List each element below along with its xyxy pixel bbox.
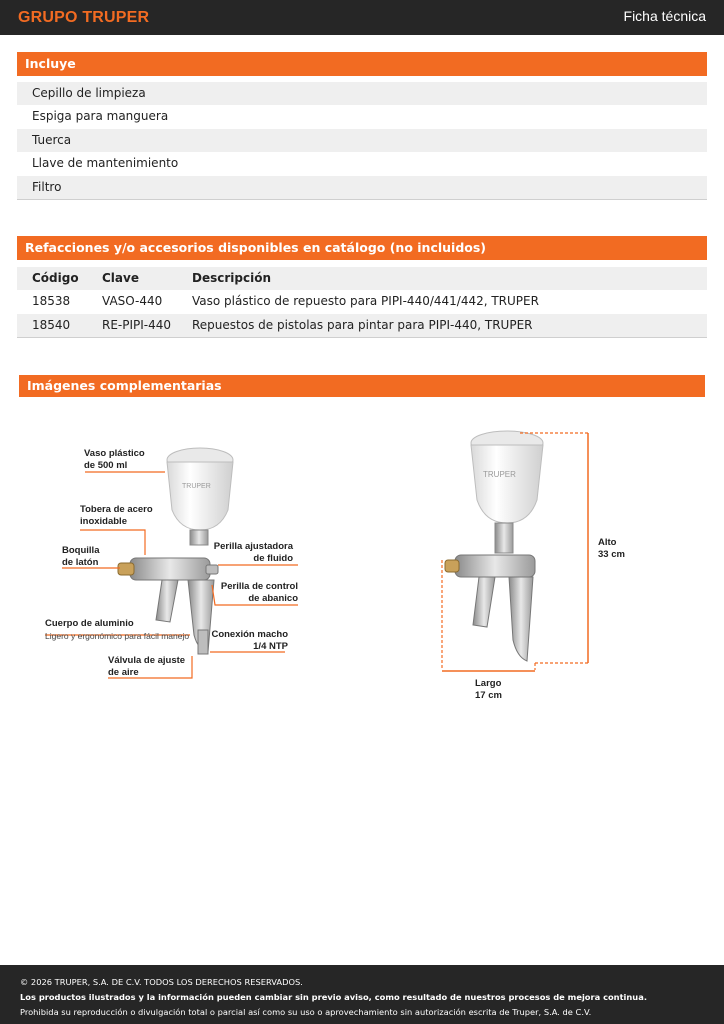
list-item: Tuerca — [17, 129, 707, 152]
list-item: Filtro — [17, 176, 707, 199]
list-item: Cepillo de limpieza — [17, 82, 707, 105]
table-row — [17, 314, 707, 337]
column-header-clave: Clave — [102, 271, 139, 285]
cell-codigo: 18540 — [32, 317, 71, 332]
gun-body — [445, 555, 535, 661]
dimension-value: 17 cm — [475, 690, 502, 701]
cell-descripcion: Repuestos de pistolas para pintar para PIPI-440, TRUPER — [192, 317, 533, 332]
footer-notice: Los productos ilustrados y la información pueden cambiar sin previo aviso, como resultado de nuestros procesos de mejora continua. — [20, 992, 647, 1002]
cup-logo-text: TRUPER — [483, 470, 516, 479]
cell-clave: VASO-440 — [102, 294, 163, 309]
callout-text: Tobera de acero — [80, 504, 153, 515]
callout-text: de abanico — [248, 593, 298, 604]
callout-tobera — [80, 504, 153, 528]
dimension-value: 33 cm — [598, 549, 625, 560]
paint-cup — [167, 448, 233, 545]
table-row — [17, 290, 707, 313]
cell-codigo: 18538 — [32, 294, 71, 309]
footer — [0, 965, 724, 1024]
section-header-refacciones: Refacciones y/o accesorios disponibles en catálogo (no incluidos) — [17, 236, 707, 260]
callout-text: de latón — [62, 557, 99, 568]
cell-descripcion: Vaso plástico de repuesto para PIPI-440/441/442, TRUPER — [192, 294, 539, 309]
callout-text: Perilla de control — [220, 581, 298, 592]
divider — [17, 199, 707, 200]
paint-cup — [471, 431, 543, 553]
section-header-incluye: Incluye — [17, 52, 707, 76]
list-item: Espiga para manguera — [17, 105, 707, 128]
callout-text: 1/4 NTP — [253, 641, 288, 652]
divider — [17, 337, 707, 338]
cup-logo-text: TRUPER — [182, 483, 211, 490]
list-item: Llave de mantenimiento — [17, 152, 707, 175]
dimension-label: Largo — [475, 678, 502, 689]
callout-text: inoxidable — [80, 516, 127, 527]
callout-text: Cuerpo de aluminio — [45, 618, 134, 629]
callout-text: Válvula de ajuste — [108, 655, 186, 666]
incluye-list — [17, 82, 707, 200]
spray-gun-dimensions-diagram — [435, 425, 600, 675]
callout-text: de aire — [108, 667, 139, 678]
dimension-largo — [475, 678, 502, 702]
callout-text: Vaso plástico — [84, 448, 145, 459]
table-header-row — [17, 267, 707, 290]
dimension-label: Alto — [598, 537, 617, 548]
brand-logo: GRUPO TRUPER — [18, 9, 150, 26]
cell-clave: RE-PIPI-440 — [102, 317, 172, 332]
callout-text: Boquilla — [62, 545, 100, 556]
callout-text: de fluido — [253, 553, 293, 564]
top-bar — [0, 0, 724, 35]
callout-boquilla — [62, 545, 99, 569]
callout-vaso — [84, 448, 145, 472]
callout-cuerpo — [45, 618, 189, 642]
column-header-descripcion: Descripción — [192, 271, 271, 285]
callout-text: Conexión macho — [211, 629, 288, 640]
callout-conexion — [190, 629, 288, 653]
dimension-alto — [598, 537, 625, 561]
callout-subtext: Ligero y ergonómico para fácil manejo — [45, 631, 190, 641]
footer-prohibition: Prohibida su reproducción o divulgación total o parcial así como su uso o aprovechamiento sin autorización escrita de Truper, S.A. de C.V. — [20, 1007, 592, 1017]
column-header-codigo: Código — [32, 271, 79, 285]
callout-valvula — [108, 655, 185, 679]
refacciones-table — [17, 267, 707, 338]
footer-copyright: © 2026 TRUPER, S.A. DE C.V. TODOS LOS DERECHOS RESERVADOS. — [20, 977, 303, 987]
callout-text: de 500 ml — [84, 460, 128, 471]
callout-perilla-fluido — [190, 541, 293, 565]
callout-text: Perilla ajustadora — [213, 541, 293, 552]
section-header-imagenes: Imágenes complementarias — [19, 375, 705, 397]
callout-perilla-abanico — [190, 581, 298, 605]
document-type: Ficha técnica — [623, 8, 706, 24]
